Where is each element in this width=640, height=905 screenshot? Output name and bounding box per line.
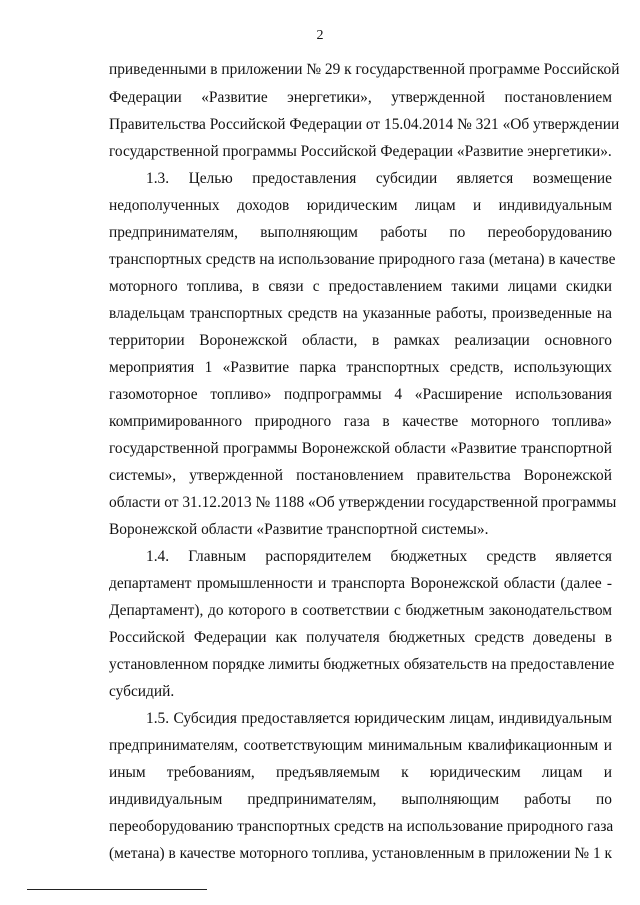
text-line: области от 31.12.2013 № 1188 «Об утверждении государственной программы	[109, 494, 617, 511]
text-line: транспортных средств на использование природного газа (метана) в качестве	[109, 251, 616, 268]
text-line: 1.5. Субсидия предоставляется юридическим лицам, индивидуальным	[146, 710, 612, 727]
text-line: системы», утвержденной постановлением правительства Воронежской	[109, 467, 612, 484]
text-line: государственной программы Воронежской области «Развитие транспортной	[109, 440, 612, 457]
text-line: субсидий.	[109, 683, 175, 700]
text-line: газомоторное топливо» подпрограммы 4 «Расширение использования	[109, 386, 612, 403]
text-line: Департамент), до которого в соответствии с бюджетным законодательством	[109, 602, 612, 619]
text-line: мероприятия 1 «Развитие парка транспортных средств, использующих	[109, 359, 612, 376]
text-line: (метана) в качестве моторного топлива, установленным в приложении № 1 к	[109, 845, 612, 862]
page-number: 2	[316, 28, 324, 43]
text-line: иным требованиям, предъявляемым к юридическим лицам и	[109, 764, 612, 781]
text-line: моторного топлива, в связи с предоставлением такими лицами скидки	[109, 278, 612, 295]
text-line: переоборудованию транспортных средств на использование природного газа	[109, 818, 614, 835]
text-line: индивидуальным предпринимателям, выполняющим работы по	[109, 791, 612, 808]
text-line: Федерации «Развитие энергетики», утвержденной постановлением	[109, 89, 612, 106]
text-line: предпринимателям, соответствующим минимальным квалификационным и	[109, 737, 612, 754]
text-line: территории Воронежской области, в рамках реализации основного	[109, 332, 612, 349]
text-line: установленном порядке лимиты бюджетных обязательств на предоставление	[109, 656, 615, 673]
text-line: Российской Федерации как получателя бюджетных средств доведены в	[109, 629, 612, 646]
text-line: приведенными в приложении № 29 к государственной программе Российской	[109, 61, 620, 78]
text-line: предпринимателям, выполняющим работы по переоборудованию	[109, 224, 612, 241]
text-line: Воронежской области «Развитие транспортной системы».	[109, 521, 489, 538]
text-line: 1.3. Целью предоставления субсидии является возмещение	[146, 170, 612, 187]
text-line: недополученных доходов юридическим лицам и индивидуальным	[109, 197, 612, 214]
text-line: государственной программы Российской Федерации «Развитие энергетики».	[109, 143, 612, 160]
text-line: департамент промышленности и транспорта Воронежской области (далее -	[109, 575, 612, 592]
text-line: компримированного природного газа в качестве моторного топлива»	[109, 413, 612, 430]
footer-rule	[27, 889, 207, 890]
text-line: Правительства Российской Федерации от 15.04.2014 № 321 «Об утверждении	[109, 116, 620, 133]
text-line: 1.4. Главным распорядителем бюджетных средств является	[146, 548, 612, 565]
text-line: владельцам транспортных средств на указанные работы, произведенные на	[109, 305, 612, 322]
